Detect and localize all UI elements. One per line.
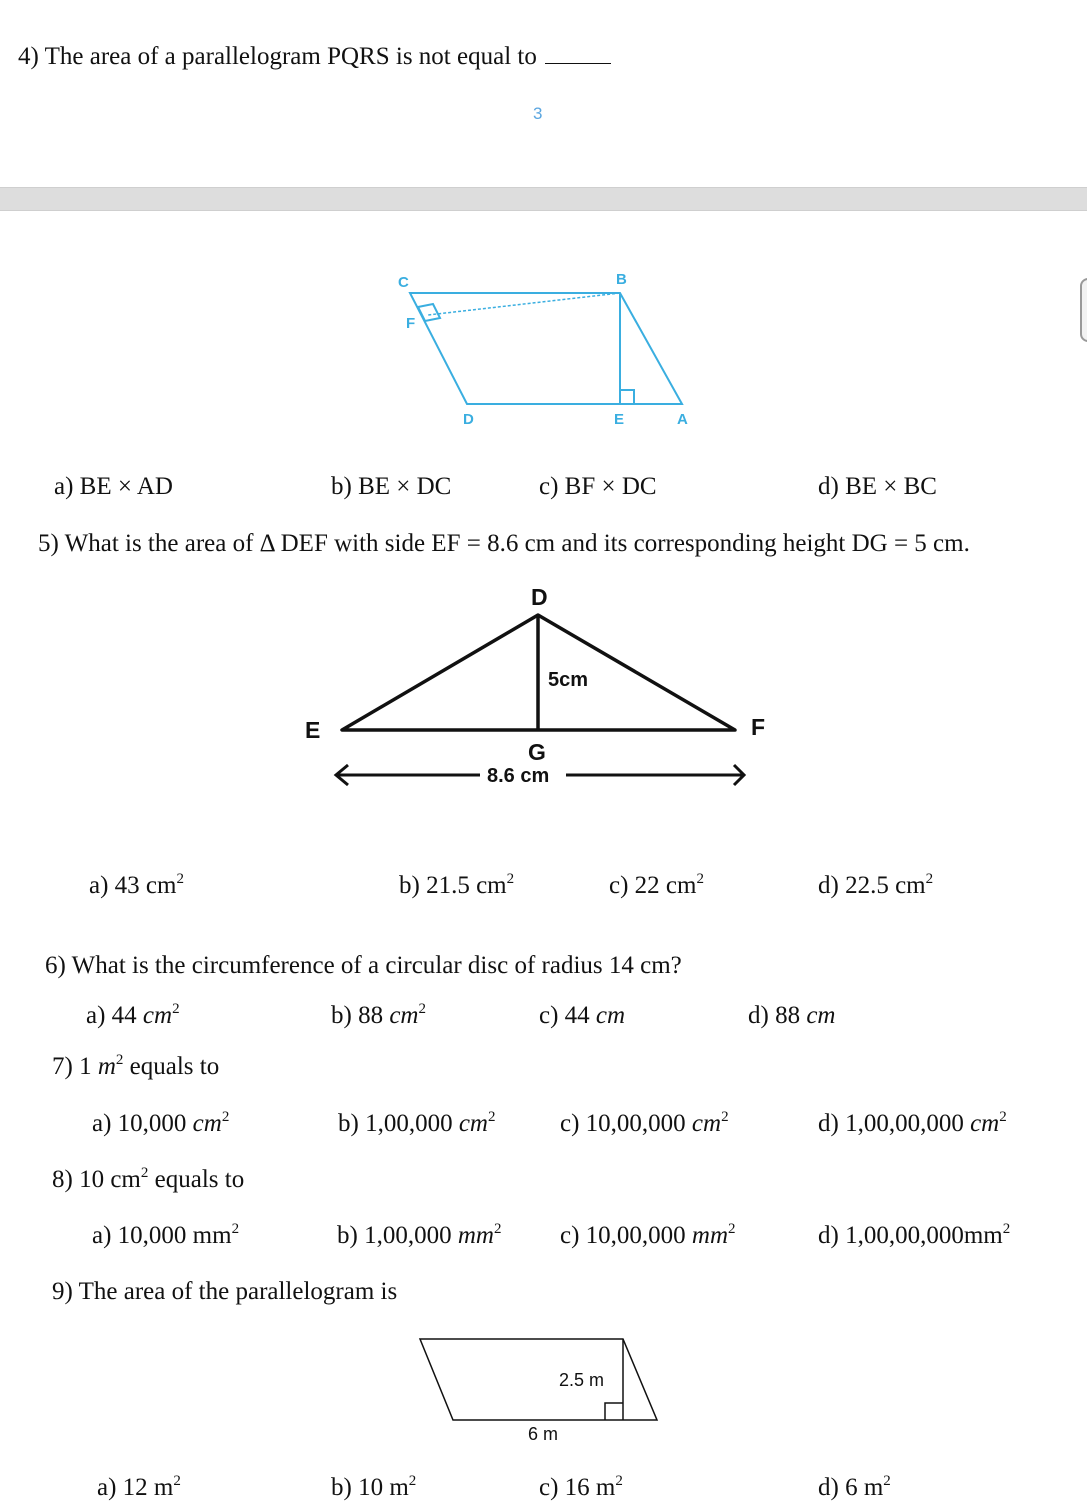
q6-option-a[interactable]: a) 44 $cm^2$ — [86, 1001, 180, 1029]
label-a: A — [677, 411, 688, 428]
q5-option-b[interactable]: b) 21.5 $cm^2$ — [399, 871, 515, 899]
q7-option-c[interactable]: c) 10,00,000 $cm^2$ — [560, 1109, 729, 1137]
q9-option-a[interactable]: a) 12 $m^2$ — [97, 1473, 181, 1501]
label-f: F — [406, 315, 416, 332]
q8-option-a[interactable]: a) 10,000 $mm^2$ — [92, 1221, 240, 1249]
q5-option-d[interactable]: d) 22.5 $cm^2$ — [818, 871, 934, 899]
q4-option-a[interactable]: a) BE × AD — [54, 473, 173, 500]
q9-option-c[interactable]: c) 16 $m^2$ — [539, 1473, 623, 1501]
q4-option-b[interactable]: b) BE × DC — [331, 473, 452, 500]
q5-option-a[interactable]: a) 43 $cm^2$ — [89, 871, 184, 899]
q4-option-d[interactable]: d) BE × BC — [818, 473, 937, 500]
label-g: G — [528, 739, 546, 765]
q6-option-b[interactable]: b) 88 $cm^2$ — [331, 1001, 426, 1029]
page-number: 3 — [533, 104, 543, 123]
q5-option-c[interactable]: c) 22 $cm^2$ — [609, 871, 704, 899]
q7-question: 7) 1 $m^2$ equals to — [52, 1052, 220, 1080]
base-label: 6 m — [528, 1424, 559, 1444]
q6-question: 6) What is the circumference of a circular disc of radius 14 cm? — [45, 952, 682, 979]
q4-question: 4) The area of a parallelogram PQRS is not equal to — [18, 44, 611, 69]
label-c: C — [398, 274, 409, 291]
label-f: F — [751, 714, 766, 740]
label-d: D — [463, 411, 474, 428]
q6-option-c[interactable]: c) 44 cm — [539, 1002, 626, 1029]
q8-option-c[interactable]: c) 10,00,000 $mm^2$ — [560, 1221, 736, 1249]
right-angle-mark — [605, 1403, 623, 1420]
q8-question: 8) 10 $cm^2$ equals to — [52, 1165, 245, 1193]
base-label: 8.6 cm — [487, 765, 550, 787]
height-label: 5cm — [548, 669, 589, 691]
q9-question: 9) The area of the parallelogram is — [52, 1278, 398, 1305]
label-d: D — [531, 584, 548, 610]
label-e: E — [614, 411, 625, 428]
q5-question: 5) What is the area of Δ DEF with side EF = 8.6 cm and its corresponding height DG = 5 cm. — [38, 530, 970, 557]
q7-option-b[interactable]: b) 1,00,000 $cm^2$ — [338, 1109, 496, 1137]
q8-option-b[interactable]: b) 1,00,000 $mm^2$ — [337, 1221, 502, 1249]
height-label: 2.5 m — [559, 1370, 605, 1390]
label-e: E — [305, 717, 321, 743]
q6-option-d[interactable]: d) 88 cm — [748, 1002, 836, 1029]
label-b: B — [616, 271, 627, 288]
q7-option-d[interactable]: d) 1,00,00,000 $cm^2$ — [818, 1109, 1007, 1137]
q7-option-a[interactable]: a) 10,000 $cm^2$ — [92, 1109, 230, 1137]
q4-option-c[interactable]: c) BF × DC — [539, 473, 657, 500]
parallelogram — [420, 1339, 657, 1420]
q9-option-b[interactable]: b) 10 $m^2$ — [331, 1473, 417, 1501]
q9-option-d[interactable]: d) 6 $m^2$ — [818, 1473, 891, 1501]
q8-option-d[interactable]: d) $1,00,00,000mm^2$ — [818, 1221, 1011, 1249]
